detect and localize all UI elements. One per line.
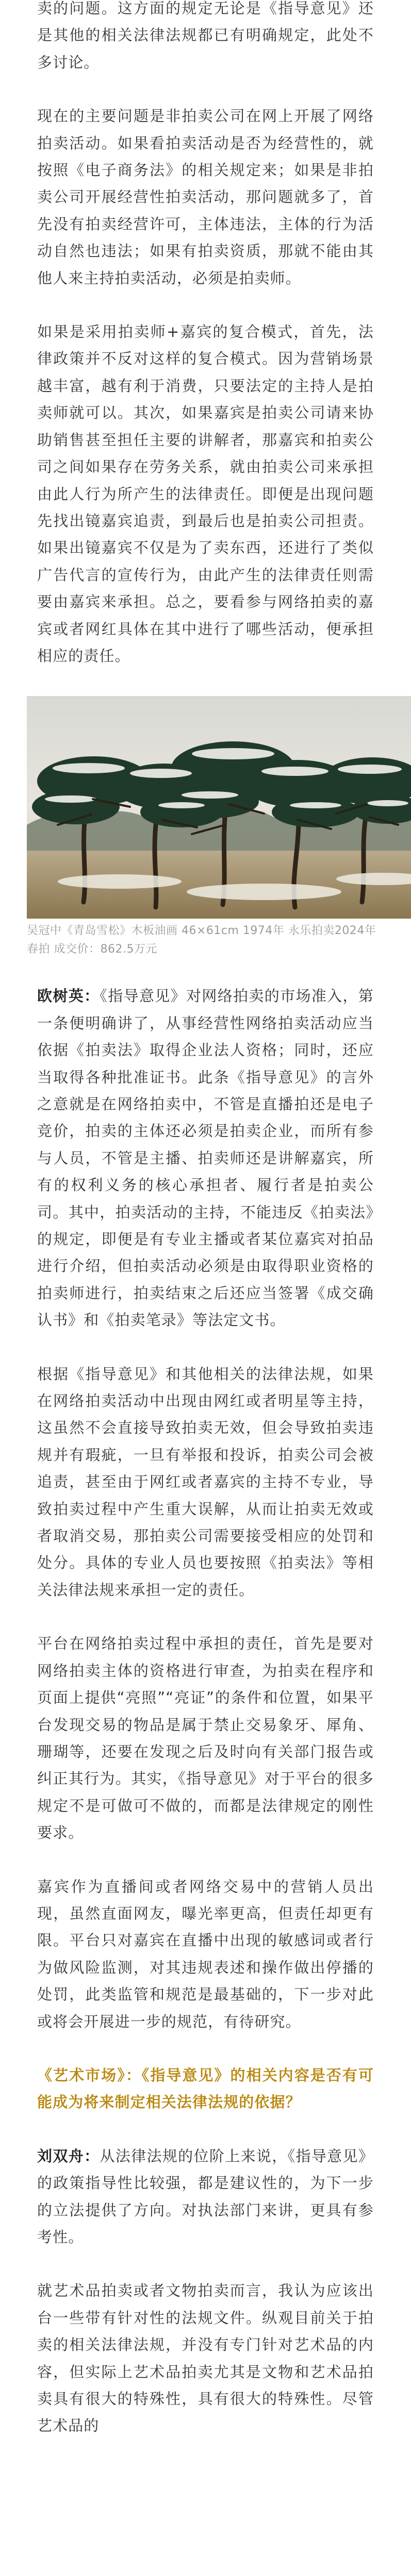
article-paragraph: 卖的问题。这方面的规定无论是《指导意见》还是其他的相关法律法规都已有明确规定，此处不多讨论。 (37, 0, 374, 71)
article-paragraph: 现在的主要问题是非拍卖公司在网上开展了网络拍卖活动。如果看拍卖活动是否为经营性的，就按照《电子商务法》的相关规定来；如果是非拍卖公司开展经营性拍卖活动，那问题就多了，首先没有拍卖经营许可，主体违法，主体的行为活动自然也违法；如果有拍卖资质，那就不能由其他人来主持拍卖活动，必须是拍卖师。 (37, 107, 374, 287)
article-paragraph: 根据《指导意见》和其他相关的法律法规，如果在网络拍卖活动中出现由网红或者明星等主持，这虽然不会直接导致拍卖无效，但会导致拍卖违规并有瑕疵，一旦有举报和投诉，拍卖公司会被追责，甚至由于网红或者嘉宾的主持不专业，导致拍卖过程中产生重大误解，从而让拍卖无效或者取消交易，那拍卖公司需要接受相应的处罚和处分。具体的专业人员也要按照《拍卖法》等相关法律法规来承担一定的责任。 (37, 1365, 374, 1599)
oil-painting-pine-trees-image (27, 696, 411, 919)
speaker-paragraph (37, 2143, 374, 2251)
speaker-text: 《指导意见》对网络拍卖的市场准入，第一条便明确讲了，从事经营性网络拍卖活动应当依据《拍卖法》取得企业法人资格；同时，还应当取得各种批准证书。此条《指导意见》的言外之意就是在网络拍卖中，不管是直播拍还是电子竞价，拍卖的主体还必须是拍卖企业，而所有参与人员，不管是主播、拍卖师还是讲解嘉宾，所有的权利义务的核心承担者、履行者是拍卖公司。其中，拍卖活动的主持，不能违反《拍卖法》的规定，即便是有专业主播或者某位嘉宾对拍品进行介绍，但拍卖活动必须是由取得职业资格的拍卖师进行，拍卖结束之后还应当签署《成交确认书》和《拍卖笔录》等法定文书。 (37, 987, 374, 1329)
artwork-figure (27, 696, 384, 959)
interview-question: 《艺术市场》：《指导意见》的相关内容是否有可能成为将来制定相关法律法规的依据？ (37, 2066, 374, 2111)
article-paragraph: 如果是采用拍卖师+嘉宾的复合模式，首先，法律政策并不反对这样的复合模式。因为营销场景越丰富，越有利于消费，只要法定的主持人是拍卖师就可以。其次，如果嘉宾是拍卖公司请来协助销售甚至担任主要的讲解者，那嘉宾和拍卖公司之间如果存在劳务关系，就由拍卖公司来承担由此人行为所产生的法律责任。即便是出现问题先找出镜嘉宾追责，到最后也是拍卖公司担责。如果出镜嘉宾不仅是为了卖东西，还进行了类似广告代言的宣传行为，由此产生的法律责任则需要由嘉宾来承担。总之，要看参与网络拍卖的嘉宾或者网红具体在其中进行了哪些活动，便承担相应的责任。 (37, 323, 374, 665)
speaker-paragraph (37, 982, 374, 1333)
speaker-text: 从法律法规的位阶上来说，《指导意见》的政策指导性比较强，都是建议性的，为下一步的立法提供了方向。对执法部门来讲，更具有参考性。 (37, 2147, 374, 2246)
article-paragraph: 平台在网络拍卖过程中承担的责任，首先是要对网络拍卖主体的资格进行审查，为拍卖在程序和页面上提供“亮照”“亮证”的条件和位置，如果平台发现交易的物品是属于禁止交易象牙、犀角、珊瑚等，还要在发现之后及时向有关部门报告或纠正其行为。其实，《指导意见》对于平台的很多规定不是可做可不做的，而都是法律规定的刚性要求。 (37, 1635, 374, 1842)
artwork-caption: 吴冠中《青岛雪松》木板油画 46×61cm 1974年 永乐拍卖2024年春拍 成交价：862.5万元 (27, 924, 376, 956)
speaker-name: 刘双舟： (37, 2147, 100, 2165)
speaker-name: 欧树英： (37, 987, 100, 1005)
article-paragraph: 就艺术品拍卖或者文物拍卖而言，我认为应该出台一些带有针对性的法规文件。纵观目前关于拍卖的相关法律法规，并没有专门针对艺术品的内容，但实际上艺术品拍卖尤其是文物和艺术品拍卖具有很大的特殊性，具有很大的特殊性。尽管艺术品的 (37, 2282, 374, 2435)
article-paragraph: 嘉宾作为直播间或者网络交易中的营销人员出现，虽然直面网友，曝光率更高，但责任却更有限。平台只对嘉宾在直播中出现的敏感词或者行为做风险监测，对其违规表述和操作做出停播的处罚，此类监管和规范是最基础的，下一步对此或将会开展进一步的规范，有待研究。 (37, 1877, 374, 2030)
